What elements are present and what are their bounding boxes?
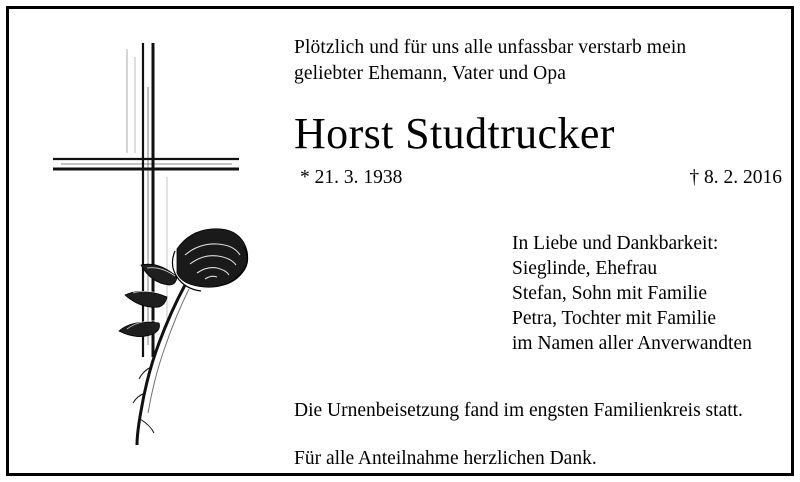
family-line-3: Stefan, Sohn mit Familie [512, 283, 707, 304]
family-block [512, 231, 784, 356]
deceased-name: Horst Studtrucker [294, 109, 615, 158]
rose-icon [119, 229, 248, 445]
birth-date: * 21. 3. 1938 [300, 167, 403, 188]
closing-line-1: Die Urnenbeisetzung fand im engsten Familienkreis statt. [294, 400, 743, 421]
latin-cross-icon [53, 43, 239, 357]
artwork-panel [27, 27, 277, 457]
closing-block [294, 398, 784, 472]
intro-line-1: Plötzlich und für uns alle unfassbar verstarb mein [294, 37, 687, 58]
family-line-4: Petra, Tochter mit Familie [512, 308, 717, 329]
notice-text [294, 35, 784, 469]
family-line-1: In Liebe und Dankbarkeit: [512, 233, 719, 254]
life-dates [294, 167, 784, 193]
intro-text [294, 35, 784, 87]
family-line-5: im Namen aller Anverwandten [512, 333, 752, 354]
cross-and-rose-illustration [27, 27, 277, 457]
closing-line-2: Für alle Anteilnahme herzlichen Dank. [294, 448, 597, 469]
intro-line-2: geliebter Ehemann, Vater und Opa [294, 63, 566, 84]
family-line-2: Sieglinde, Ehefrau [512, 258, 658, 279]
notice-frame [6, 6, 794, 476]
death-date: † 8. 2. 2016 [689, 167, 782, 188]
